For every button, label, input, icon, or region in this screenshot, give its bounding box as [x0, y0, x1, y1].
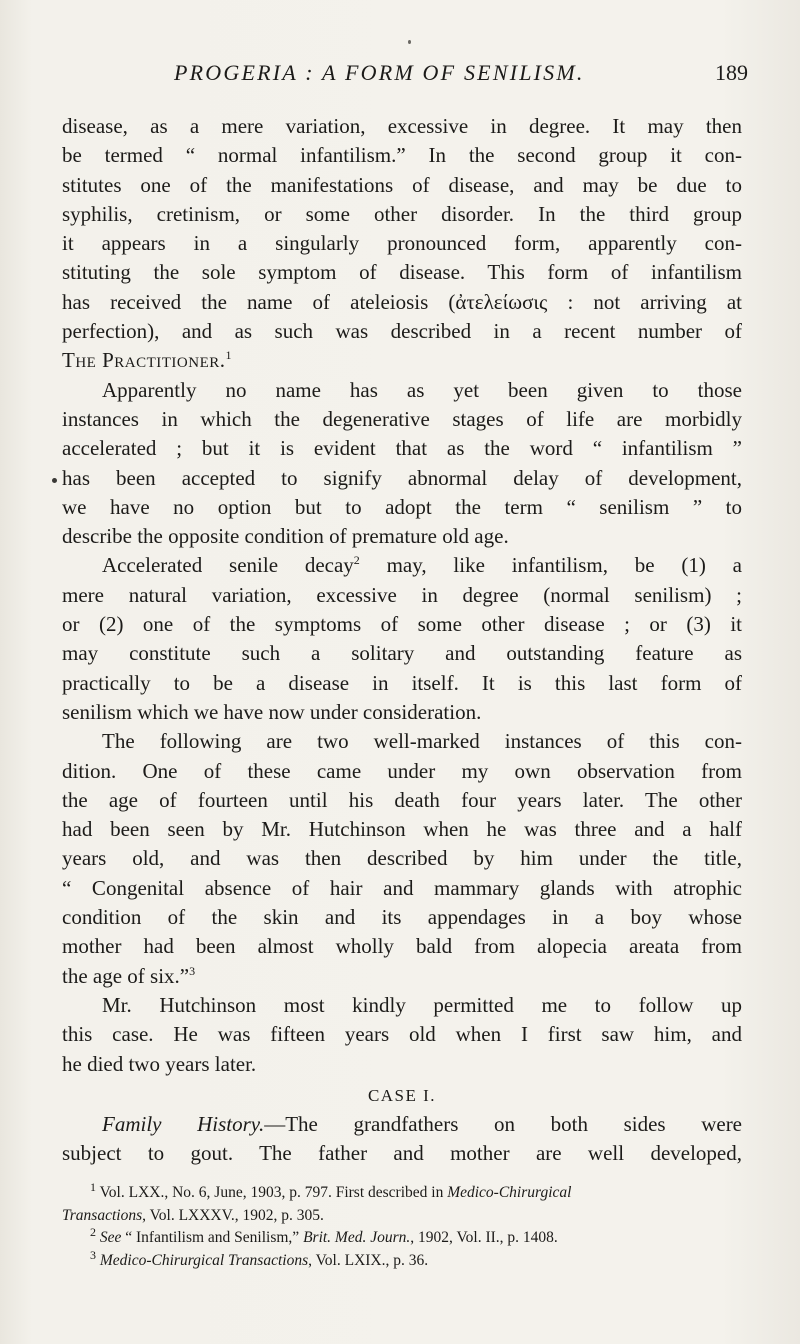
body-text: [62, 112, 742, 1169]
footnote-1-continued: [62, 1205, 742, 1228]
footnote-ref: 2: [353, 553, 360, 568]
text-line: dition. One of these came under my own observation from: [62, 758, 742, 783]
text-line: accelerated ; but it is evident that as the word “ infantilism ”: [62, 436, 742, 461]
text-line: perfection), and as such was described in a recent number of: [62, 319, 742, 344]
text-segment: —The grandfathers on both sides were: [264, 1112, 743, 1137]
footnote-ref: 3: [189, 963, 196, 978]
text-line: disease, as a mere variation, excessive in degree. It may then: [62, 114, 742, 138]
text-line: he died two years later.: [62, 1051, 257, 1076]
text-line: Apparently no name has as yet been given to those: [102, 377, 742, 402]
footnote-text: , 1902, Vol. II., p. 1408.: [410, 1229, 558, 1246]
journal-name: Medico-Chirurgical Transactions: [99, 1251, 309, 1269]
page-number: 189: [715, 60, 748, 85]
text-line: this case. He was fifteen years old when I first saw him, and: [62, 1022, 742, 1047]
text-line: mother had been almost wholly bald from alopecia areata from: [62, 934, 742, 959]
text-segment: Accelerated senile decay: [102, 553, 354, 578]
text-line: The following are two well-marked instances of this con-: [102, 729, 742, 754]
text-line: describe the opposite condition of premature old age.: [62, 524, 509, 549]
ink-speck: [52, 478, 57, 483]
footnote-2: [62, 1224, 742, 1250]
footnote-ref: 1: [225, 348, 232, 363]
text-line: instances in which the degenerative stages of life are morbidly: [62, 406, 742, 431]
journal-name: Transactions: [62, 1206, 143, 1224]
footnote-text: , Vol. LXXXV., 1902, p. 305.: [142, 1206, 324, 1224]
footnote-mark: 2: [90, 1224, 96, 1239]
text-segment: may, like infantilism, be (1) a: [359, 553, 742, 578]
text-line: stituting the sole symptom of disease. This form of infantilism: [62, 260, 742, 285]
text-line: years old, and was then described by him under the title,: [62, 846, 742, 871]
text-line: stitutes one of the manifestations of disease, and may be due to: [62, 172, 742, 197]
footnote-text: , Vol. LXIX., p. 36.: [308, 1251, 429, 1269]
text-segment: the age of six.”: [62, 963, 190, 988]
text-line: we have no option but to adopt the term “ senilism ” to: [62, 494, 742, 519]
running-title: PROGERIA : A FORM OF SENILISM.: [174, 60, 585, 85]
text-line: subject to gout. The father and mother are well developed,: [62, 1141, 742, 1166]
text-line: has received the name of ateleiosis (ἀτελείωσις : not arriving at: [62, 289, 742, 314]
text-line: senilism which we have now under consideration.: [62, 699, 482, 724]
footnote-mark: 3: [90, 1247, 96, 1262]
text-line: condition of the skin and its appendages in a boy whose: [62, 905, 742, 930]
text-line: it appears in a singularly pronounced form, apparently con-: [62, 231, 742, 256]
text-line: [62, 346, 742, 375]
text-line: syphilis, cretinism, or some other disorder. In the third group: [62, 201, 742, 226]
footnote-mark: 1: [90, 1179, 96, 1194]
text-line: [62, 551, 742, 580]
text-line: or (2) one of the symptoms of some other disease ; or (3) it: [62, 612, 742, 637]
footnotes: [62, 1179, 742, 1272]
text-line: mere natural variation, excessive in degree (normal senilism) ;: [62, 582, 742, 607]
text-line: may constitute such a solitary and outstanding feature as: [62, 641, 742, 666]
see-label: See: [99, 1229, 122, 1246]
footnote-text: Vol. LXX., No. 6, June, 1903, p. 797. First described in: [99, 1184, 448, 1201]
journal-name: Medico-Chirurgical: [447, 1184, 572, 1201]
text-line: Mr. Hutchinson most kindly permitted me to follow up: [102, 992, 742, 1017]
text-line: [62, 962, 742, 991]
footnote-1: [62, 1179, 742, 1205]
text-line: be termed “ normal infantilism.” In the second group it con-: [62, 143, 742, 168]
footnote-3: [62, 1247, 742, 1273]
running-head: [62, 60, 748, 90]
text-line: has been accepted to signify abnormal delay of development,: [62, 465, 742, 490]
text-line: had been seen by Mr. Hutchinson when he was three and a half: [62, 817, 742, 842]
text-line: [62, 1110, 742, 1139]
ink-speck: [408, 40, 411, 44]
footnote-text: “ Infantilism and Senilism,”: [121, 1229, 304, 1246]
section-label: Family History.: [102, 1112, 265, 1137]
text-line: the age of fourteen until his death four years later. The other: [62, 787, 742, 812]
journal-name: Brit. Med. Journ.: [303, 1229, 411, 1246]
text-line: “ Congenital absence of hair and mammary glands with atrophic: [62, 875, 742, 900]
case-heading: CASE I.: [367, 1085, 437, 1105]
text-line: practically to be a disease in itself. It is this last form of: [62, 670, 742, 695]
journal-name: The Practitioner.: [62, 348, 226, 373]
